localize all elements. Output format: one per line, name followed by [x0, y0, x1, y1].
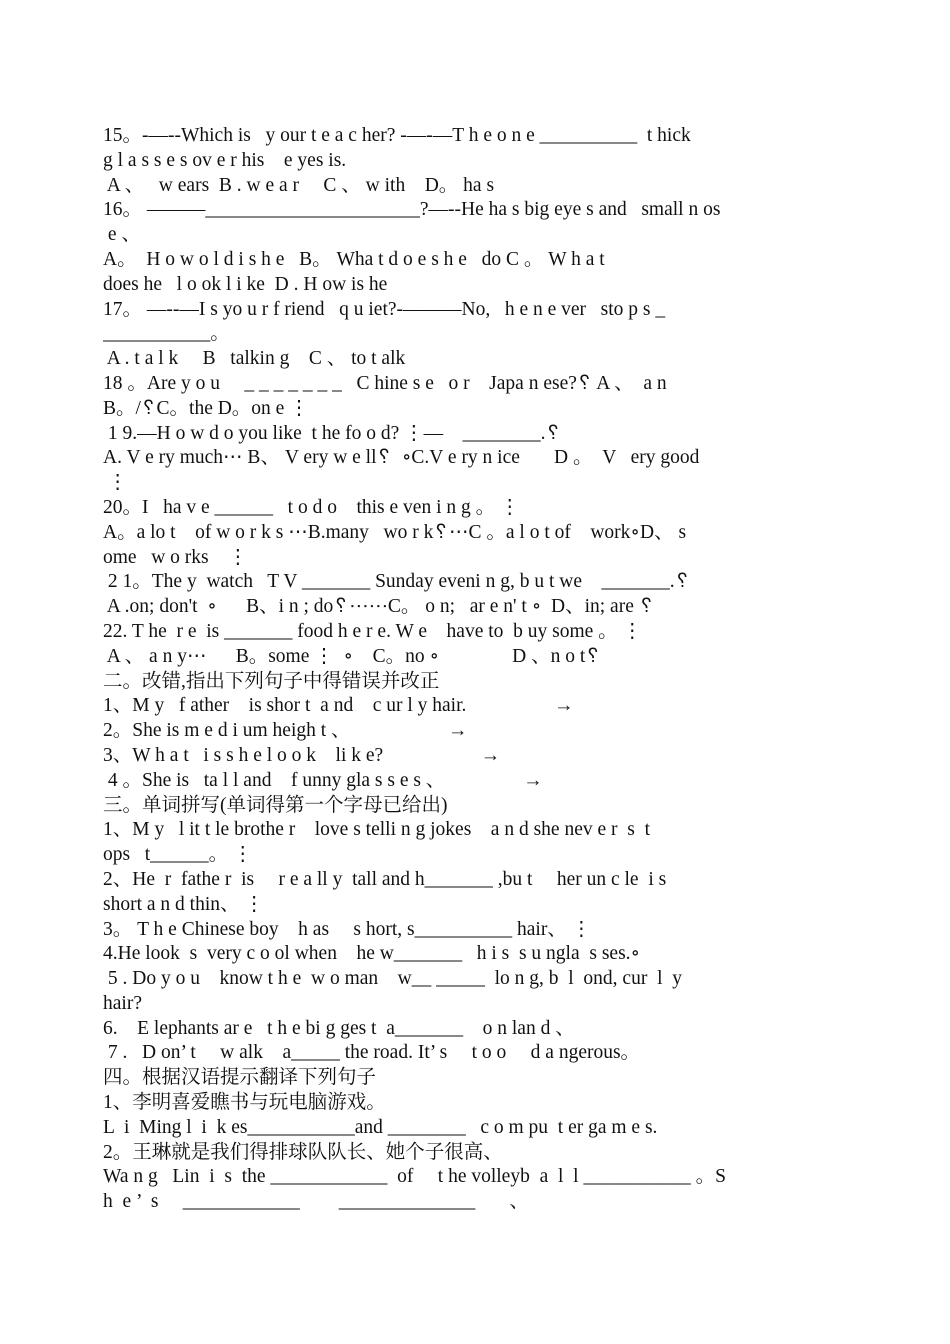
question-22-line-1: 22. T he r e is _______ food h e r e. W e have to b uy some 。 ⋮: [103, 620, 643, 642]
question-16-options-1: A。 H o w o l d i s h e B。 Wha t d o e s h e do C 。 W h a t: [103, 248, 605, 270]
spelling-item-1-line-2: ops t______。 ⋮: [103, 844, 253, 866]
correction-item-2: 2。She is m e d i um heigh t 、 →: [103, 720, 468, 742]
question-16-line-2: e 、: [103, 224, 141, 246]
correction-item-4: 4 。She is ta l l and f unny gla s s e s 、 →: [103, 769, 543, 791]
question-17-line-2: ___________。: [103, 323, 230, 345]
spelling-item-2-line-1: 2、He r fathe r is r e a ll y tall and h_______ ,bu t her un c le i s: [103, 868, 667, 890]
question-15-line-1: 15。-—--Which is y our t e a c her? -—-—T h e o n e __________ t hick: [103, 125, 691, 146]
translation-item-2-english-1: Wa n g Lin i s the ____________ of t he volleyb a l l ___________ 。S: [103, 1166, 726, 1188]
spelling-item-2-line-2: short a n d thin、 ⋮: [103, 893, 264, 915]
question-21-line-1: 2 1。The y watch T V _______ Sunday eveni n g, b u t we _______.␦: [103, 571, 691, 593]
spelling-item-5-line-1: 5 . Do y o u know t h e w o man w__ _____ lo n g, b l ond, cur l y: [103, 968, 683, 990]
question-16-line-1: 16。 ———______________________?—--He ha s big eye s and small n os: [103, 199, 721, 221]
question-19-line-1: 1 9.—H o w d o you like t he fo o d? ⋮— ________.␦: [103, 422, 562, 444]
question-20-options-1: A。a lo t of w o r k s ⋯B.many wo r k␦⋯C 。a l o t of work∘D、 s: [103, 521, 687, 543]
question-17-options: A . t a l k B talkin g C 、 to t alk: [103, 348, 406, 370]
question-21-options: A .on; don't ∘ B、i n ; do␦⋯⋯C。 o n; ar e n' t ∘ D、in; are ␦: [103, 596, 655, 618]
translation-item-2-english-2: h e ’ s ____________ ______________ 、: [103, 1191, 529, 1213]
section-2-heading: 二。改错,指出下列句子中得错误并改正: [103, 670, 440, 692]
section-3-heading: 三。单词拼写(单词得第一个字母已给出): [103, 794, 448, 816]
correction-item-1: 1、M y f ather is shor t a nd c ur l y hair. →: [103, 695, 574, 717]
question-19-options: A. V e ry much⋯ B、 V ery w e ll␦ ∘C.V e ry n ice D 。 V ery good: [103, 447, 700, 469]
question-15-options: A 、 w ears B . w e a r C 、 w ith D。 ha s: [103, 174, 495, 196]
question-22-options: A 、 a n y⋯ B。some ⋮ ∘ C。no ∘ D 、n o t␦: [103, 645, 601, 667]
spelling-item-4: 4.He look s very c o ol when he w_______ h i s s u ngla s ses.∘: [103, 943, 641, 965]
question-20-line-1: 20。I ha v e ______ t o d o this e ven i n g 。 ⋮: [103, 496, 520, 518]
spelling-item-3: 3。 T h e Chinese boy h as s hort, s__________ hair、 ⋮: [103, 918, 592, 940]
translation-item-2-chinese: 2。王琳就是我们得排球队队长、她个子很高、: [103, 1141, 503, 1163]
question-18-line-2: B。/␦C。the D。on e ⋮: [103, 397, 309, 419]
question-20-options-2: ome w o rks ⋮: [103, 546, 248, 568]
question-18-line-1: 18 。Are y o u _ _ _ _ _ _ _ C hine s e o r Japa n ese?␦ A 、 a n: [103, 372, 667, 394]
spelling-item-1-line-1: 1、M y l it t le brothe r love s telli n g jokes a n d she nev e r s t: [103, 819, 650, 841]
spelling-item-5-line-2: hair?: [103, 992, 142, 1014]
spelling-item-7: 7 . D on’ t w alk a_____ the road. It’ s t o o d a ngerous。: [103, 1042, 641, 1064]
question-17-line-1: 17。 —--—I s yo u r f riend q u iet?-———No, h e n e ver sto p s _: [103, 298, 666, 320]
worksheet-page: [103, 124, 859, 1215]
correction-item-3: 3、W h a t i s s h e l o o k li k e? →: [103, 744, 501, 766]
section-4-heading: 四。根据汉语提示翻译下列句子: [103, 1067, 377, 1089]
question-15-line-2: g l a s s e s ov e r his e yes is.: [103, 149, 347, 171]
translation-item-1-chinese: 1、李明喜爱瞧书与玩电脑游戏。: [103, 1092, 386, 1114]
question-16-options-2: does he l o ok l i ke D . H ow is he: [103, 273, 388, 295]
spelling-item-6: 6. E lephants ar e t h e bi g ges t a_______ o n lan d 、: [103, 1017, 575, 1039]
question-19-line-3: ⋮: [103, 472, 128, 494]
translation-item-1-english: L i Ming l i k es___________and ________ c o m pu t er ga m e s.: [103, 1116, 658, 1138]
